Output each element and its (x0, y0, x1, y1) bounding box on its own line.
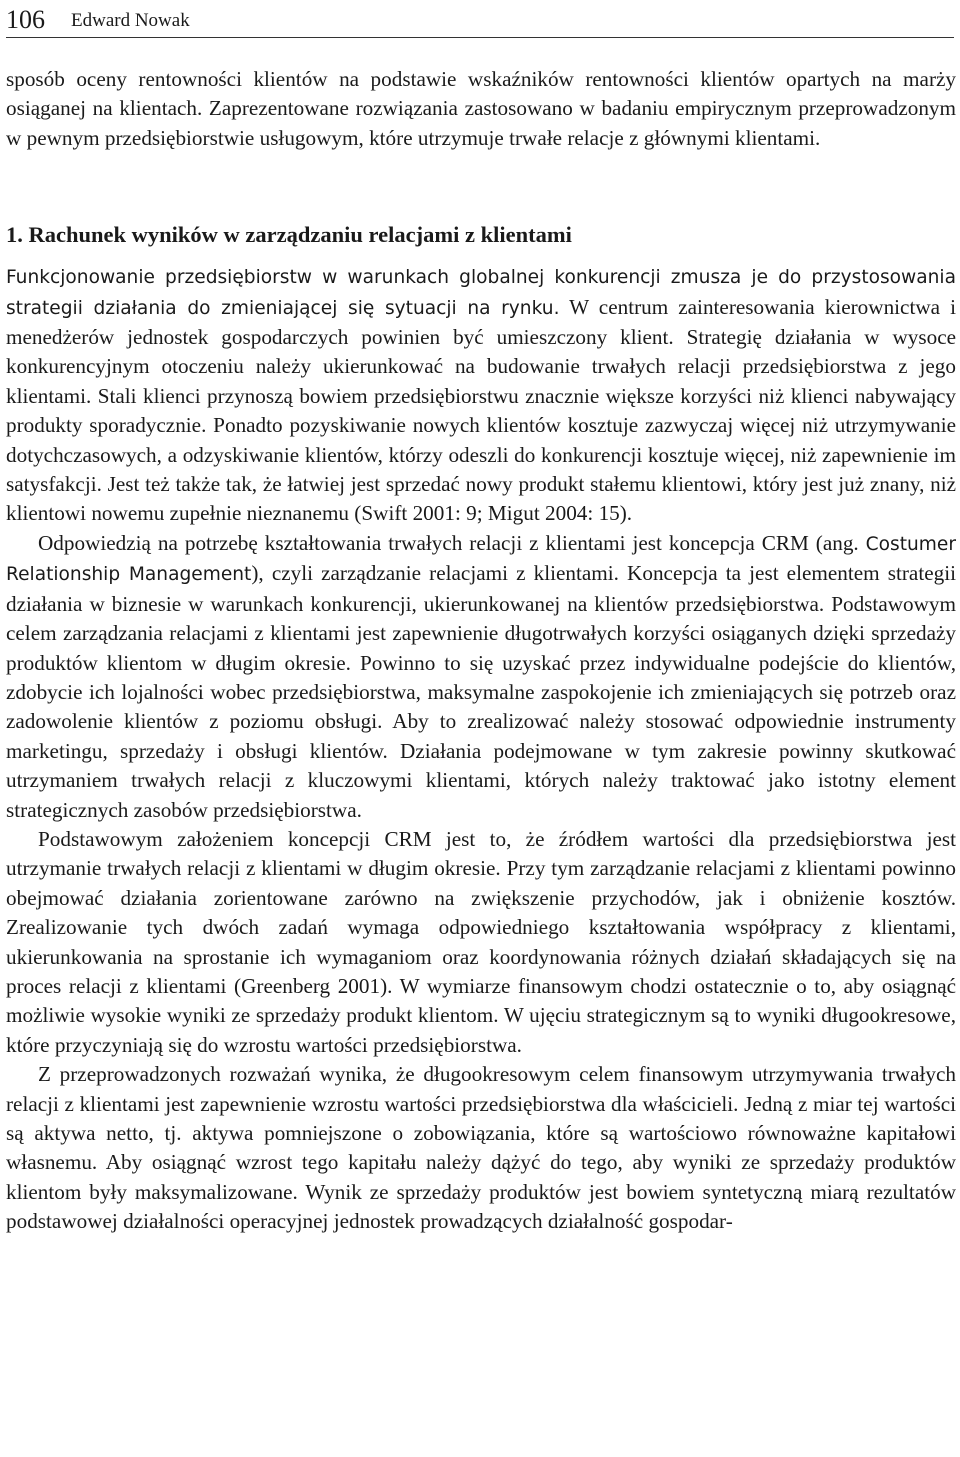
paragraph-2-part-a: Odpowiedzią na potrzebę kształtowania trwałych relacji z klientami jest koncepcja CRM (ang. (38, 530, 866, 555)
running-author: Edward Nowak (71, 10, 190, 32)
paragraph-2-part-c: ), czyli zarządzanie relacjami z klientami. Koncepcja ta jest elementem strategii działania w biznesie w warunkach konkurencji, ukierunkowanej na klientów przedsiębiorstwa. Podstawowym celem zarządzania relacjami z klientami jest zapewnienie długotrwałych korzyści osiąganych dzięki sprzedaży produktów klientom w długim okresie. Powinno to się uzyskać przez indywidualne podejście do klientów, zdobycie ich lojalności wobec przedsiębiorstwa, maksymalne zaspokojenie ich zmieniających się potrzeb oraz zadowolenie klientów z poziomu obsługi. Aby to zrealizować należy stosować odpowiednie instrumenty marketingu, sprzedaży i obsługi klientów. Działania podejmowane w tym zakresie powinny skutkować utrzymaniem trwałych relacji z kluczowymi klientami, których należy traktować jako istotny element strategicznych zasobów przedsiębiorstwa. (6, 561, 956, 822)
paragraph-1-lead: Funkcjonowanie przedsiębiorstw w warunkach globalnej konkurencji zmusza je do przystosowania strategii działania do zmieniającej się sytuacji na rynku. (6, 267, 956, 319)
intro-paragraph: sposób oceny rentowności klientów na podstawie wskaźników rentowności klientów opartych na marży osiąganej na klientach. Zaprezentowane rozwiązania zastosowano w badaniu empirycznym przeprowadzonym w pewnym przedsiębiorstwie usługowym, które utrzymuje trwałe relacje z głównymi klientami. (6, 67, 956, 150)
paragraph-1-body: W centrum zainteresowania kierownictwa i menedżerów jednostek gospodarczych powinien być umieszczony klient. Strategię działania w wysoce konkurencyjnym otoczeniu należy ukierunkować na budowanie trwałych relacji przedsiębiorstwa z jego klientami. Stali klienci przynoszą bowiem przedsiębiorstwu znacznie większe korzyści niż klienci nabywający produkty sporadycznie. Ponadto pozyskiwanie nowych klientów kosztuje zazwyczaj więcej niż utrzymywanie dotychczasowych, a odzyskiwanie klientów, którzy odeszli do konkurencji kosztuje więcej, niż zapewnienie im satysfakcji. Jest też także tak, że łatwiej jest sprzedać nowy produkt stałemu klientowi, który jest już znany, niż klientowi nowemu zupełnie nieznanemu (Swift 2001: 9; Migut 2004: 15). (6, 294, 956, 526)
page-number: 106 (6, 5, 45, 34)
running-header (6, 0, 954, 38)
paragraph-2-term: Costumer Relationship Management (6, 533, 956, 586)
section-heading: 1. Rachunek wyników w zarządzaniu relacjami z klientami (6, 222, 572, 248)
page-body (6, 65, 956, 1237)
paragraph-1 (6, 262, 956, 529)
paragraph-2 (6, 529, 956, 825)
paragraph-3: Podstawowym założeniem koncepcji CRM jest to, że źródłem wartości dla przedsiębiorstwa jest utrzymanie trwałych relacji z klientami w długim okresie. Przy tym zarządzanie relacjami z klientami powinno obejmować działania zorientowane zarówno na zwiększenie przychodów, jak i obniżenie kosztów. Zrealizowanie tych dwóch zadań wymaga odpowiedniego kształtowania współpracy z klientami, ukierunkowania na sprostanie ich wymaganiom oraz koordynowania różnych działań składających się na proces relacji z klientami (Greenberg 2001). W wymiarze finansowym chodzi ostatecznie o to, aby osiągnąć możliwie wysokie wyniki ze sprzedaży produkt klientom. W ujęciu strategicznym są to wyniki długookresowe, które przyczyniają się do wzrostu wartości przedsiębiorstwa. (6, 826, 956, 1057)
paragraph-4: Z przeprowadzonych rozważań wynika, że długookresowym celem finansowym utrzymywania trwałych relacji z klientami jest zapewnienie wzrostu wartości przedsiębiorstwa dla właścicieli. Jedną z miar tej wartości są aktywa netto, tj. aktywa pomniejszone o zobowiązania, które są wartościowo równoważne kapitałowi własnemu. Aby osiągnąć wzrost tego kapitału należy dążyć do tego, aby wyniki ze sprzedaży produktów klientom były maksymalizowane. Wynik ze sprzedaży produktów jest bowiem syntetyczną miarą rezultatów podstawowej działalności operacyjnej jednostek prowadzących działalność gospodar- (6, 1062, 956, 1234)
